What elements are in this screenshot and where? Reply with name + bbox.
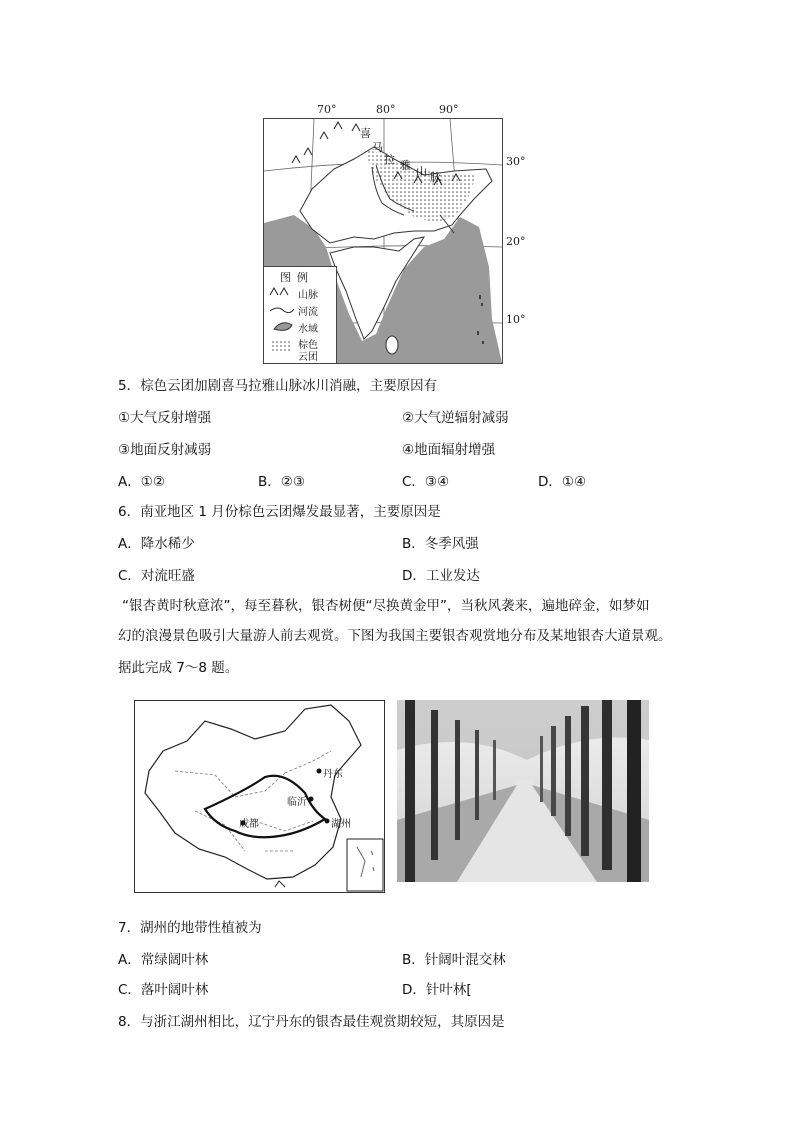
legend-cloud-label: 云团 [298,352,318,363]
q5-choice-a: A．①② [118,474,165,490]
legend-mountain-label: 山脉 [298,290,318,301]
mountain-char-5: 山 [416,165,427,178]
passage-line-2: 幻的浪漫景色吸引大量游人前去观赏。下图为我国主要银杏观赏地分布及某地银杏大道景观。 [118,628,672,644]
latitude-20-label: 20° [506,235,526,248]
legend-river-label: 河流 [298,307,318,318]
q6-choice-b: B．冬季风强 [402,536,479,552]
map-legend [263,266,337,364]
ginkgo-avenue-drawing [397,700,649,882]
q8-stem: 8．与浙江湖州相比，辽宁丹东的银杏最佳观赏期较短，其原因是 [118,1014,505,1030]
q5-option-4: ④地面辐射增强 [402,442,496,458]
city-huzhou-label: 湖州 [331,819,351,830]
mountain-char-2: 马 [372,141,383,154]
china-map-drawing [135,701,384,892]
longitude-90-label: 90° [439,103,459,116]
latitude-30-label: 30° [506,155,526,168]
q7-choice-b: B．针阔叶混交林 [402,952,506,968]
longitude-80-label: 80° [376,103,396,116]
q5-choice-d: D．①④ [538,474,587,490]
longitude-70-label: 70° [317,103,337,116]
passage-line-3: 据此完成 7～8 题。 [118,660,239,676]
q5-stem: 5．棕色云团加剧喜马拉雅山脉冰川消融，主要原因有 [118,378,438,394]
mountain-char-1: 喜 [360,127,371,140]
city-linyi-label: 临沂 [287,797,307,808]
q7-choice-d: D．针叶林[ [402,982,472,998]
legend-water-label: 水域 [298,324,318,335]
q5-option-3: ③地面反射减弱 [118,442,212,458]
ginkgo-avenue-photo [397,700,649,882]
passage-line-1: “银杏黄时秋意浓”，每至暮秋，银杏树便“尽换黄金甲”，当秋风袭来，遍地碎金，如梦如 [122,598,650,614]
q7-choice-a: A．常绿阔叶林 [118,952,209,968]
mountain-char-4: 雅 [400,159,411,172]
city-chengdu-label: 成都 [239,819,259,830]
latitude-10-label: 10° [506,313,526,326]
q7-choice-c: C．落叶阔叶林 [118,982,209,998]
mountain-char-6: 脉 [430,171,441,184]
q5-choice-c: C．③④ [402,474,450,490]
q6-choice-d: D．工业发达 [402,568,480,584]
city-dandong-label: 丹东 [323,769,343,780]
legend-symbols [268,285,296,361]
china-ginkgo-map [134,700,385,893]
mountain-char-3: 拉 [384,153,395,166]
q5-option-2: ②大气逆辐射减弱 [402,410,509,426]
q6-stem: 6．南亚地区 1 月份棕色云团爆发最显著，主要原因是 [118,504,441,520]
q7-stem: 7．湖州的地带性植被为 [118,920,262,936]
legend-brown-label: 棕色 [298,340,318,351]
legend-title: 图例 [280,271,314,284]
q5-option-1: ①大气反射增强 [118,410,212,426]
q6-choice-c: C．对流旺盛 [118,568,195,584]
q5-choice-b: B．②③ [258,474,305,490]
q6-choice-a: A．降水稀少 [118,536,195,552]
